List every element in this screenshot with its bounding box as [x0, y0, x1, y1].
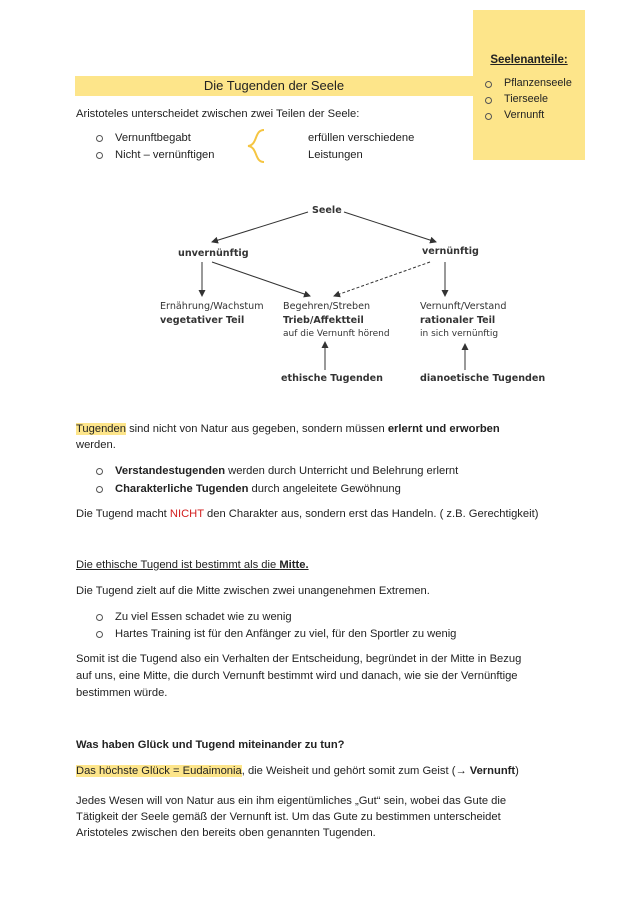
- diagram-col2-line3: auf die Vernunft hörend: [283, 329, 390, 339]
- glueck-para-line2: Tätigkeit der Seele gemäß der Vernunft ist. Um das Gute zu bestimmen unterscheidet: [76, 811, 501, 823]
- bullet-icon: [96, 486, 103, 493]
- diagram-right: vernünftig: [422, 246, 479, 257]
- brace-text-1: erfüllen verschiedene: [308, 132, 415, 144]
- mitte-para-line1: Somit ist die Tugend also ein Verhalten der Entscheidung, begründet in der Mitte in Bezug: [76, 653, 522, 665]
- list-item: Charakterliche Tugenden durch angeleitete Gewöhnung: [96, 481, 401, 497]
- mitte-line: Die Tugend zielt auf die Mitte zwischen zwei unangenehmen Extremen.: [76, 585, 430, 597]
- list-item: Pflanzenseele: [485, 76, 572, 92]
- arrow-right-icon: →: [455, 765, 467, 777]
- diagram-col3-line2: rationaler Teil: [420, 315, 496, 326]
- tugenden-highlight: Tugenden: [76, 423, 126, 435]
- mitte-para-line3: bestimmen würde.: [76, 687, 168, 699]
- diagram-root: Seele: [312, 205, 342, 216]
- glueck-line: Das höchste Glück = Eudaimonia, die Weisheit und gehört somit zum Geist (→ Vernunft): [76, 765, 519, 777]
- bullet-icon: [96, 614, 103, 621]
- diagram-col1-line2: vegetativer Teil: [160, 315, 245, 326]
- diagram-col2-line2: Trieb/Affektteil: [283, 315, 364, 326]
- list-item: Nicht – vernünftigen: [96, 147, 215, 163]
- eudaimonia-highlight: Das höchste Glück = Eudaimonia: [76, 765, 242, 777]
- arrow-to-col2: [212, 262, 310, 296]
- brace-text-2: Leistungen: [308, 149, 363, 161]
- glueck-para-line3: Aristoteles zwischen den bereits oben genannten Tugenden.: [76, 827, 376, 839]
- tugenden-paragraph: Tugenden sind nicht von Natur aus gegeben, sondern müssen erlernt und erworben: [76, 423, 500, 435]
- diagram-ethische-tugenden: ethische Tugenden: [281, 373, 384, 384]
- list-item: Zu viel Essen schadet wie zu wenig: [96, 609, 292, 625]
- diagram-col3-line3: in sich vernünftig: [420, 329, 499, 339]
- arrow-seele-right: [344, 212, 436, 242]
- glueck-heading: Was haben Glück und Tugend miteinander zu tun?: [76, 739, 345, 751]
- diagram-dianoetische-tugenden: dianoetische Tugenden: [420, 373, 546, 384]
- intro-text: Aristoteles unterscheidet zwischen zwei Teilen der Seele:: [76, 108, 360, 120]
- dashed-arrow-to-col2: [334, 262, 430, 296]
- bullet-icon: [96, 468, 103, 475]
- mitte-heading: Die ethische Tugend ist bestimmt als die Mitte.: [76, 559, 309, 571]
- bullet-icon: [96, 631, 103, 638]
- glueck-para-line1: Jedes Wesen will von Natur aus ein ihm eigentümliches „Gut“ sein, wobei das Gute die: [76, 795, 507, 807]
- diagram-col3-line1: Vernunft/Verstand: [420, 301, 507, 312]
- diagram-col1-line1: Ernährung/Wachstum: [160, 301, 264, 312]
- mitte-para-line2: auf uns, eine Mitte, die durch Vernunft bestimmt wird und danach, wie sie der Vernünftige: [76, 670, 518, 682]
- list-item: Verstandestugenden werden durch Unterricht und Belehrung erlernt: [96, 463, 458, 479]
- page-title: Die Tugenden der Seele: [75, 76, 473, 96]
- diagram-left: unvernünftig: [178, 248, 249, 259]
- arrow-seele-left: [212, 212, 308, 242]
- tugenden-handeln-line: Die Tugend macht NICHT den Charakter aus, sondern erst das Handeln. ( z.B. Gerechtigkeit): [76, 508, 539, 520]
- seelenanteile-title: Seelenanteile:: [490, 54, 568, 66]
- list-item: Hartes Training ist für den Anfänger zu viel, für den Sportler zu wenig: [96, 626, 456, 642]
- tugenden-paragraph-end: werden.: [76, 439, 116, 451]
- diagram-col2-line1: Begehren/Streben: [283, 301, 371, 312]
- list-item: Vernunft: [485, 108, 572, 124]
- list-item: Tierseele: [485, 92, 572, 108]
- list-item: Vernunftbegabt: [96, 130, 191, 146]
